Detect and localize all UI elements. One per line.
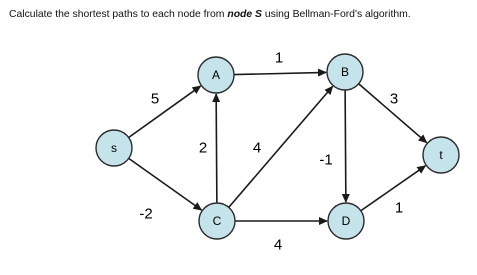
edge-A-B [234,72,326,74]
edge-C-A [216,94,217,203]
title-suffix: using Bellman-Ford's algorithm. [261,9,411,20]
title-prefix: Calculate the shortest paths to each node from [9,9,228,20]
edge-weight-C-D: 4 [273,236,283,254]
edge-weight-B-D: -1 [319,151,333,169]
edge-weight-s-C: -2 [139,205,153,223]
edge-s-A [129,86,201,137]
edge-weight-s-A: 5 [150,90,160,108]
edge-s-C [129,158,202,210]
node-label-B: B [340,65,350,79]
edge-C-B [229,86,333,207]
edge-weight-B-t: 3 [389,90,399,108]
node-label-C: C [212,214,222,228]
title-emphasis: node S [227,9,262,20]
edge-weight-A-B: 1 [274,49,284,67]
node-label-A: A [211,68,221,82]
edge-weight-C-A: 2 [198,139,208,157]
edge-B-D [345,90,346,202]
edge-weight-D-t: 1 [394,199,404,217]
node-label-D: D [341,214,351,228]
node-label-s: s [111,141,117,155]
edge-weight-C-B: 4 [252,139,262,157]
edge-D-t [361,166,426,211]
node-label-t: t [439,148,443,162]
